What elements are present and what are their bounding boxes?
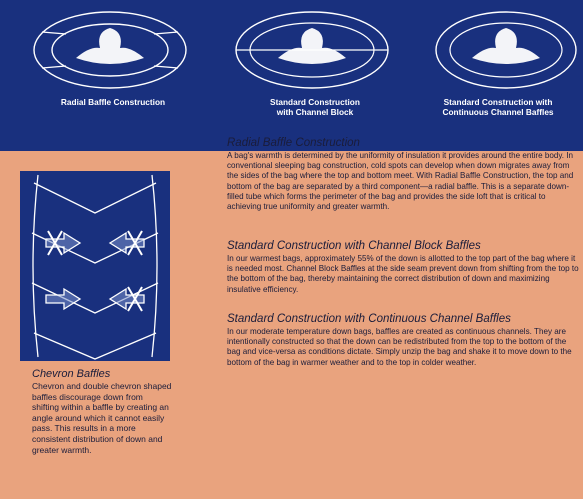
- chevron-title: Chevron Baffles: [32, 368, 111, 380]
- continuous-channel-title: Standard Construction with Continuous Channel Baffles: [227, 313, 511, 325]
- chevron-baffle-diagram: [20, 171, 170, 361]
- radial-title: Radial Baffle Construction: [227, 137, 360, 149]
- radial-baffle-diagram: [30, 8, 190, 92]
- chevron-body: Chevron and double chevron shaped baffles discourage down from shifting within a baffle by creating an angle around which it cannot easily pass. This results in a more consistent distribution of down and greater warmth.: [32, 381, 172, 455]
- channel-block-diagram: [232, 8, 392, 92]
- channel-block-caption: Standard Construction with Channel Block: [270, 97, 360, 117]
- continuous-channel-diagram: [432, 8, 583, 92]
- diagram-band: [0, 0, 583, 151]
- channel-block-title: Standard Construction with Channel Block Baffles: [227, 240, 481, 252]
- radial-caption: Radial Baffle Construction: [60, 97, 166, 107]
- continuous-channel-caption: Standard Construction with Continuous Channel Baffles: [442, 97, 554, 117]
- continuous-channel-body: In our moderate temperature down bags, baffles are created as continuous channels. They are intentionally constructed so that the down can be redistributed from the top to the bottom of the bag and vice-versa as conditions dictate. Simply unzip the bag and shake it to move down to the bottom of the bag in warmer weather and to the top in colder weather.: [227, 327, 572, 367]
- chevron-diagram-panel: [20, 171, 170, 361]
- channel-block-body: In our warmest bags, approximately 55% of the down is allotted to the top part of the bag where it is needed most. Channel Block Baffles at the side seam prevent down from shifting from the top to the bottom of the bag, thereby maintaining the correct distribution of down and maximizing insulative efficiency.: [227, 254, 579, 294]
- radial-body: A bag's warmth is determined by the uniformity of insulation it provides around the entire body. In conventional sleeping bag construction, cold spots can develop when down migrates away from the sides of the bag where the top and bottom meet. With Radial Baffle Construction, the top and bottom of the bag are separated by a third component—a radial baffle. This is a separate down-filled tube which forms the perimeter of the bag and provides the side loft that is critical to achieving true uniformity and greater warmth.: [227, 151, 574, 212]
